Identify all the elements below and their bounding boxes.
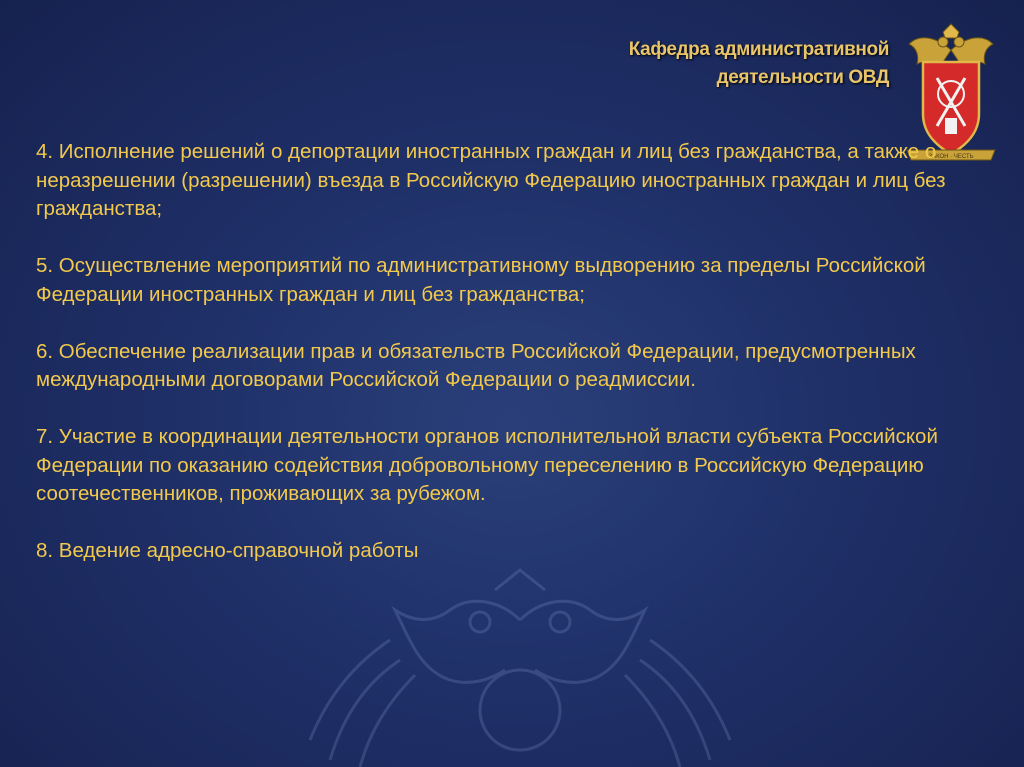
department-header <box>629 36 889 92</box>
header-line-2: деятельности ОВД <box>716 67 889 88</box>
paragraph-7: 7. Участие в координации деятельности органов исполнительной власти субъекта Российской Федерации по оказанию содействия добровольному переселению в Российскую Федерацию соотечественников, проживающих за рубежом. <box>36 425 938 505</box>
paragraph-5: 5. Осуществление мероприятий по административному выдворению за пределы Российской Федерации иностранных граждан и лиц без гражданства; <box>36 254 926 306</box>
paragraph-4: 4. Исполнение решений о депортации иностранных граждан и лиц без гражданства, а также о неразрешении (разрешении) въезда в Российскую Федерацию иностранных граждан и лиц без гражданства; <box>36 140 946 220</box>
body-text <box>36 138 986 594</box>
svg-text:ЗАКОН · ЧЕСТЬ: ЗАКОН · ЧЕСТЬ <box>928 154 974 160</box>
paragraph-8: 8. Ведение адресно-справочной работы <box>36 539 419 562</box>
header-line-1: Кафедра административной <box>628 39 889 60</box>
paragraph-6: 6. Обеспечение реализации прав и обязательств Российской Федерации, предусмотренных международными договорами Российской Федерации о реадмиссии. <box>36 339 916 391</box>
